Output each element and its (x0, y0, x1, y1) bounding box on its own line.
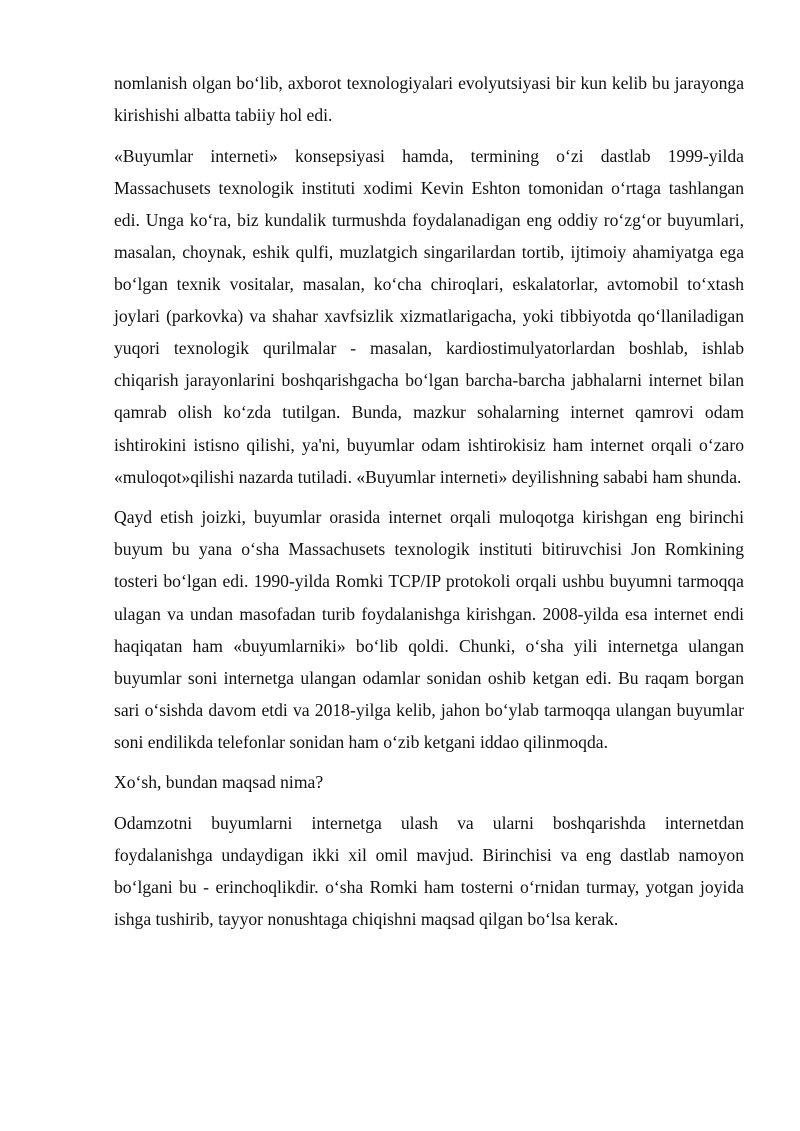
paragraph-question: Xo‘sh, bundan maqsad nima? (114, 772, 324, 793)
paragraph-2: «Buyumlar interneti» konsepsiyasi hamda, termining o‘zi dastlab 1999-yilda Massachusets texnologik instituti xodimi Kevin Eshton tomonidan o‘rtaga tashlangan edi. Unga ko‘ra, biz kundalik turmushda foydalanadigan eng oddiy ro‘zg‘or buyumlari, masalan, choynak, eshik qulfi, muzlatgich singarilardan tortib, ijtimoiy ahamiyatga ega bo‘lgan texnik vositalar, masalan, ko‘cha chiroqlari, eskalatorlar, avtomobil to‘xtash joylari (parkovka) va shahar xavfsizlik xizmatlarigacha, yoki tibbiyotda qo‘llaniladigan yuqori texnologik qurilmalar - masalan, kardiostimulyatorlardan boshlab, ishlab chiqarish jarayonlarini boshqarishgacha bo‘lgan barcha-barcha jabhalarni internet bilan qamrab olish ko‘zda tutilgan. Bunda, mazkur sohalarning internet qamrovi odam ishtirokini istisno qilishi, ya'ni, buyumlar odam ishtirokisiz ham internet orqali o‘zaro «muloqot»qilishi nazarda tutiladi. «Buyumlar interneti» deyilishning sababi ham shunda. (114, 145, 744, 487)
paragraph-1: nomlanish olgan bo‘lib, axborot texnologiyalari evolyutsiyasi bir kun kelib bu jarayonga kirishishi albatta tabiiy hol edi. (114, 73, 744, 126)
paragraph-3: Qayd etish joizki, buyumlar orasida internet orqali muloqotga kirishgan eng birinchi buyum bu yana o‘sha Massachusets texnologik instituti bitiruvchisi Jon Romkining tosteri bo‘lgan edi. 1990-yilda Romki TCP/IP protokoli orqali ushbu buyumni tarmoqqa ulagan va undan masofadan turib foydalanishga kirishgan. 2008-yilda esa internet endi haqiqatan ham «buyumlarniki» bo‘lib qoldi. Chunki, o‘sha yili internetga ulangan buyumlar soni internetga ulangan odamlar sonidan oshib ketgan edi. Bu raqam borgan sari o‘sishda davom etdi va 2018-yilga kelib, jahon bo‘ylab tarmoqqa ulangan buyumlar soni endilikda telefonlar sonidan ham o‘zib ketgani iddao qilinmoqda. (114, 507, 744, 752)
document-page (114, 67, 744, 944)
paragraph-5: Odamzotni buyumlarni internetga ulash va ularni boshqarishda internetdan foydalanishga undaydigan ikki xil omil mavjud. Birinchisi va eng dastlab namoyon bo‘lgani bu - erinchoqlikdir. o‘sha Romki ham tosterni o‘rnidan turmay, yotgan joyida ishga tushirib, tayyor nonushtaga chiqishni maqsad qilgan bo‘lsa kerak. (114, 813, 744, 930)
